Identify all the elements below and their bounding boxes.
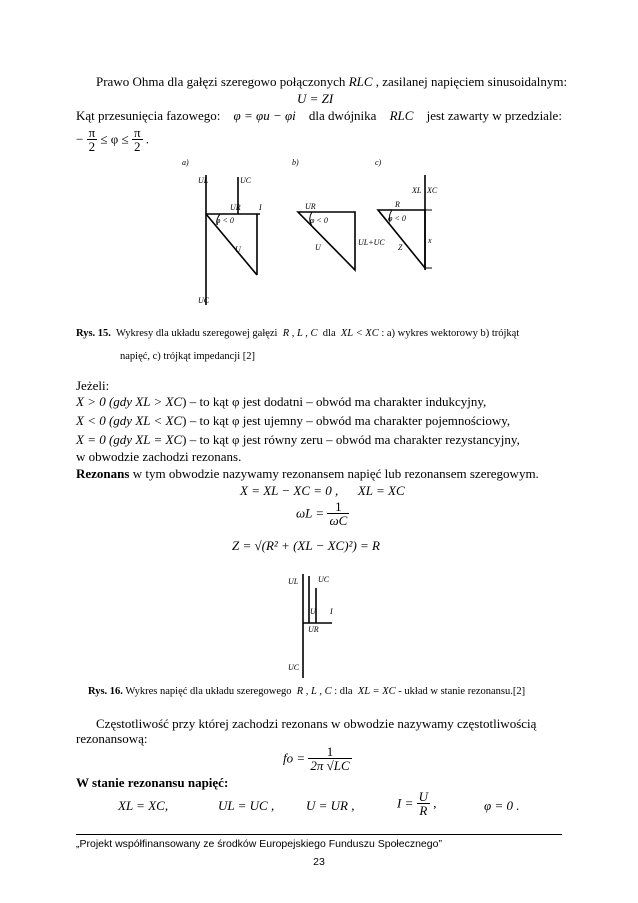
equation-omega: ωL = $\frac{1}{\omega C}$ bbox=[296, 499, 348, 528]
fig16-u-label: U bbox=[310, 607, 316, 616]
phase-range: − $\frac{\pi}{2}$ ≤ φ ≤ $\frac{\pi}{2}$ . bbox=[76, 125, 150, 154]
cases-intro: Jeżeli: bbox=[76, 378, 110, 393]
fig15a-u-label: U bbox=[235, 245, 241, 254]
phase-rlc: RLC bbox=[389, 108, 414, 123]
figure-15-caption: Rys. 15. Wykresy dla układu szeregowej gałęzi R , L , C dla XL < XC : a) wykres wektorowy b) trójkąt bbox=[76, 328, 520, 339]
fig15b-u-label: U bbox=[315, 243, 321, 252]
fig15c-x-label: x bbox=[428, 236, 432, 245]
fig16-i-label: I bbox=[330, 607, 333, 616]
phase-line bbox=[76, 108, 562, 124]
resonance-f1: XL = XC, bbox=[118, 798, 169, 813]
frequency-text-2: rezonansową: bbox=[76, 731, 148, 746]
footer-text: „Projekt współfinansowany ze środków Europejskiego Funduszu Społecznego” bbox=[76, 838, 442, 850]
ohm-law-line bbox=[96, 74, 567, 90]
fig15c-xl-label: XL bbox=[412, 186, 422, 195]
frequency-formula: fo = $\frac{1}{2\pi √LC}$ bbox=[283, 744, 350, 773]
frequency-text: Częstotliwość przy której zachodzi rezonans w obwodzie nazywamy częstotliwością bbox=[96, 716, 537, 731]
resonance-f4: I = $\frac{U}{R}$ , bbox=[397, 789, 437, 818]
fig16-ul-label: UL bbox=[288, 577, 299, 586]
figure-15-diagrams bbox=[180, 155, 440, 315]
ohm-text: Prawo Ohma dla gałęzi szeregowo połączonych bbox=[96, 74, 346, 89]
fig15a-ul-label: UL bbox=[198, 176, 209, 185]
phase-formula: φ = φu − φi bbox=[233, 108, 296, 123]
fig15c-xc-label: XC bbox=[427, 186, 438, 195]
fig15a-phi-label: φ < 0 bbox=[216, 216, 234, 225]
ohm-formula: U = ZI bbox=[297, 91, 334, 106]
fig16-uc-label: UC bbox=[318, 575, 330, 584]
ohm-rest: , zasilanej napięciem sinusoidalnym: bbox=[375, 74, 568, 89]
equation-x-zero: X = XL − XC = 0 , XL = XC bbox=[240, 483, 405, 498]
fig15b-phi-label: φ < 0 bbox=[310, 216, 328, 225]
footer-rule bbox=[76, 834, 562, 835]
case-negative: X < 0 (gdy XL < XC) – to kąt φ jest ujemny – obwód ma charakter pojemnościowy, bbox=[76, 413, 511, 428]
fig15-label-b: b) bbox=[292, 158, 299, 167]
resonance-f2: UL = UC , bbox=[218, 798, 275, 813]
phase-end: jest zawarty w przedziale: bbox=[426, 108, 562, 123]
fig15-label-c: c) bbox=[375, 158, 382, 167]
case-positive: X > 0 (gdy XL > XC) – to kąt φ jest dodatni – obwód ma charakter indukcyjny, bbox=[76, 394, 487, 409]
fig15a-uc-label: UC bbox=[240, 176, 252, 185]
fig16-uc-bottom-label: UC bbox=[288, 663, 300, 672]
resonance-f3: U = UR , bbox=[306, 798, 355, 813]
phase-mid: dla dwójnika bbox=[308, 108, 377, 123]
equation-impedance: Z = √(R² + (XL − XC)²) = R bbox=[232, 538, 380, 553]
fig15b-ul-uc-label: UL+UC bbox=[358, 238, 385, 247]
fig15c-z-label: Z bbox=[398, 243, 403, 252]
figure-16-caption: Rys. 16. Wykres napięć dla układu szeregowego R , L , C : dla XL = XC - układ w stanie rezonansu.[2] bbox=[88, 686, 526, 697]
fig15a-ur-label: UR bbox=[230, 203, 241, 212]
fig16-ur-label: UR bbox=[308, 625, 319, 634]
case-zero-line2: w obwodzie zachodzi rezonans. bbox=[76, 449, 242, 464]
phase-text: Kąt przesunięcia fazowego: bbox=[76, 108, 221, 123]
case-zero: X = 0 (gdy XL = XC) – to kąt φ jest równy zeru – obwód ma charakter rezystancyjny, bbox=[76, 432, 520, 447]
resonance-state-heading: W stanie rezonansu napięć: bbox=[76, 775, 229, 790]
fig15c-r-label: R bbox=[395, 200, 400, 209]
fig15a-uc-bottom-label: UC bbox=[198, 296, 210, 305]
resonance-f5: φ = 0 . bbox=[484, 798, 520, 813]
figure-15-caption-line2: napięć, c) trójkąt impedancji [2] bbox=[120, 351, 255, 362]
fig15a-i-label: I bbox=[259, 203, 262, 212]
resonance-definition: Rezonans w tym obwodzie nazywamy rezonansem napięć lub rezonansem szeregowym. bbox=[76, 466, 539, 481]
figure-16-diagram bbox=[280, 570, 360, 680]
fig15b-ur-label: UR bbox=[305, 202, 316, 211]
page-number: 23 bbox=[313, 856, 325, 868]
fig15c-phi-label: φ < 0 bbox=[388, 214, 406, 223]
ohm-rlc: RLC bbox=[348, 74, 373, 89]
fig15-label-a: a) bbox=[182, 158, 189, 167]
